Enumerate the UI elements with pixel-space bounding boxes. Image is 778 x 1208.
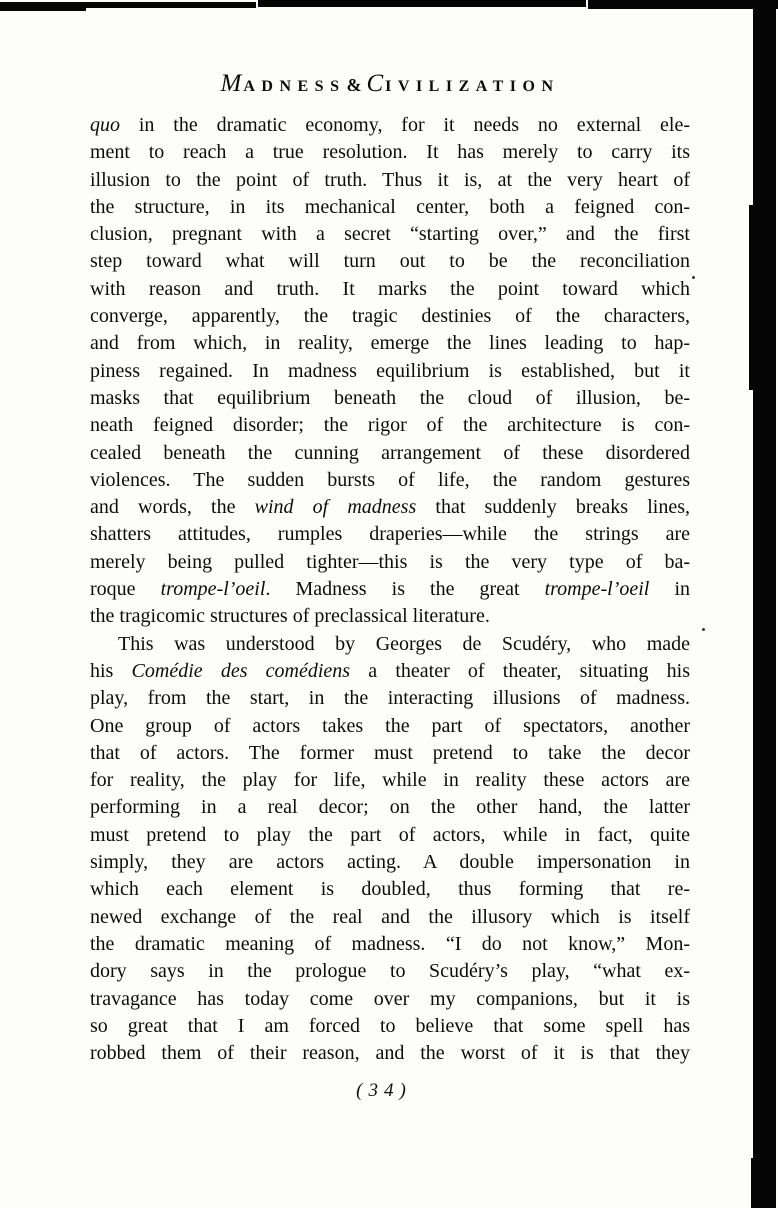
- scan-artifact-top-bar: [588, 0, 778, 9]
- text-segment: simply, they are actors acting. A double impersonation in: [90, 851, 690, 874]
- text-line: [90, 330, 690, 357]
- text-line: [90, 631, 690, 658]
- text-line: [90, 1040, 690, 1067]
- text-segment: and from which, in reality, emerge the lines leading to hap-: [90, 332, 690, 355]
- italic-text: trompe-l’oeil: [160, 578, 266, 601]
- text-line: [90, 494, 690, 521]
- scan-artifact-top-bar: [258, 0, 586, 7]
- scan-speck: [702, 628, 705, 631]
- text-segment: clusion, pregnant with a secret “starting over,” and the first: [90, 223, 690, 246]
- body-text: [90, 112, 690, 1067]
- text-segment: ment to reach a true resolution. It has merely to carry its: [90, 141, 690, 164]
- scan-artifact-right-bar: [749, 205, 776, 390]
- text-line: [90, 440, 690, 467]
- text-line: [90, 221, 690, 248]
- text-segment: in: [649, 578, 690, 601]
- text-segment: travagance has today come over my companions, but it is: [90, 987, 690, 1010]
- text-segment: the structure, in its mechanical center, both a feigned con-: [90, 195, 690, 218]
- text-line: [90, 713, 690, 740]
- text-segment: violences. The sudden bursts of life, the random gestures: [90, 468, 690, 491]
- text-line: [90, 904, 690, 931]
- text-line: [90, 276, 690, 303]
- scan-artifact-top-bar: [0, 2, 86, 11]
- text-segment: performing in a real decor; on the other hand, the latter: [90, 796, 690, 819]
- text-segment: must pretend to play the part of actors, while in fact, quite: [90, 823, 690, 846]
- text-line: [90, 303, 690, 330]
- text-line: [90, 521, 690, 548]
- text-segment: a theater of theater, situating his: [350, 659, 690, 682]
- text-line: [90, 112, 690, 139]
- running-head-caps: IVILIZATION: [385, 78, 560, 95]
- text-segment: robbed them of their reason, and the worst of it is that they: [90, 1042, 690, 1065]
- text-segment: the dramatic meaning of madness. “I do not know,” Mon-: [90, 932, 690, 955]
- text-line: [90, 194, 690, 221]
- running-head: [90, 70, 690, 98]
- text-segment: cealed beneath the cunning arrangement of these disordered: [90, 441, 690, 464]
- text-segment: merely being pulled tighter—this is the very type of ba-: [90, 550, 690, 573]
- text-line: [90, 248, 690, 275]
- running-head-initial: M: [220, 70, 244, 97]
- text-segment: that of actors. The former must pretend to take the decor: [90, 741, 690, 764]
- italic-text: quo: [90, 114, 120, 136]
- text-line: [90, 849, 690, 876]
- text-line: [90, 358, 690, 385]
- text-segment: in the dramatic economy, for it needs no external ele-: [120, 114, 690, 136]
- text-segment: step toward what will turn out to be the reconciliation: [90, 250, 690, 273]
- text-segment: shatters attitudes, rumples draperies—while the strings are: [90, 523, 690, 546]
- scan-artifact-top-bar: [86, 2, 256, 8]
- text-line: [90, 549, 690, 576]
- text-segment: One group of actors takes the part of spectators, another: [90, 714, 690, 737]
- scan-artifact-right-bar: [753, 0, 776, 1208]
- scan-speck: [692, 276, 695, 279]
- text-line: [90, 467, 690, 494]
- text-line: [90, 167, 690, 194]
- text-segment: his: [90, 659, 132, 682]
- text-segment: that suddenly breaks lines,: [416, 496, 690, 519]
- scan-artifact-right-bar: [751, 1158, 776, 1208]
- text-segment: and words, the: [90, 496, 255, 519]
- text-segment: masks that equilibrium beneath the cloud of illusion, be-: [90, 386, 690, 409]
- text-line: [90, 385, 690, 412]
- italic-text: Comédie des comédiens: [131, 659, 351, 682]
- text-segment: This was understood by Georges de Scudéry, who made: [118, 632, 690, 655]
- running-head-initial: C: [366, 70, 386, 97]
- text-line: [90, 412, 690, 439]
- text-segment: so great that I am forced to believe that some spell has: [90, 1014, 690, 1037]
- text-segment: the tragicomic structures of preclassical literature.: [90, 605, 490, 628]
- text-line: [90, 603, 690, 630]
- text-line: [90, 576, 690, 603]
- page-number: (34): [356, 1080, 412, 1101]
- text-segment: dory says in the prologue to Scudéry’s play, “what ex-: [90, 960, 690, 983]
- text-line: [90, 1013, 690, 1040]
- text-segment: with reason and truth. It marks the point toward which: [90, 277, 690, 300]
- text-segment: illusion to the point of truth. Thus it is, at the very heart of: [90, 168, 690, 191]
- text-line: [90, 658, 690, 685]
- text-segment: converge, apparently, the tragic destinies of the characters,: [90, 305, 690, 328]
- text-segment: piness regained. In madness equilibrium is established, but it: [90, 359, 690, 382]
- text-line: [90, 986, 690, 1013]
- text-line: [90, 767, 690, 794]
- text-segment: play, from the start, in the interacting illusions of madness.: [90, 687, 690, 710]
- text-segment: neath feigned disorder; the rigor of the architecture is con-: [90, 414, 690, 437]
- text-segment: roque: [90, 578, 161, 601]
- text-line: [90, 794, 690, 821]
- italic-text: wind of madness: [254, 496, 417, 519]
- text-segment: newed exchange of the real and the illusory which is itself: [90, 905, 690, 928]
- text-line: [90, 931, 690, 958]
- text-line: [90, 685, 690, 712]
- text-line: [90, 958, 690, 985]
- running-head-caps: ADNESS: [243, 78, 346, 95]
- text-segment: for reality, the play for life, while in reality these actors are: [90, 769, 690, 792]
- text-line: [90, 822, 690, 849]
- text-segment: which each element is doubled, thus forming that re-: [90, 878, 690, 901]
- ampersand: &: [346, 75, 362, 95]
- text-segment: . Madness is the great: [265, 578, 545, 601]
- text-line: [90, 139, 690, 166]
- text-line: [90, 740, 690, 767]
- italic-text: trompe-l’oeil: [544, 578, 650, 601]
- text-line: [90, 876, 690, 903]
